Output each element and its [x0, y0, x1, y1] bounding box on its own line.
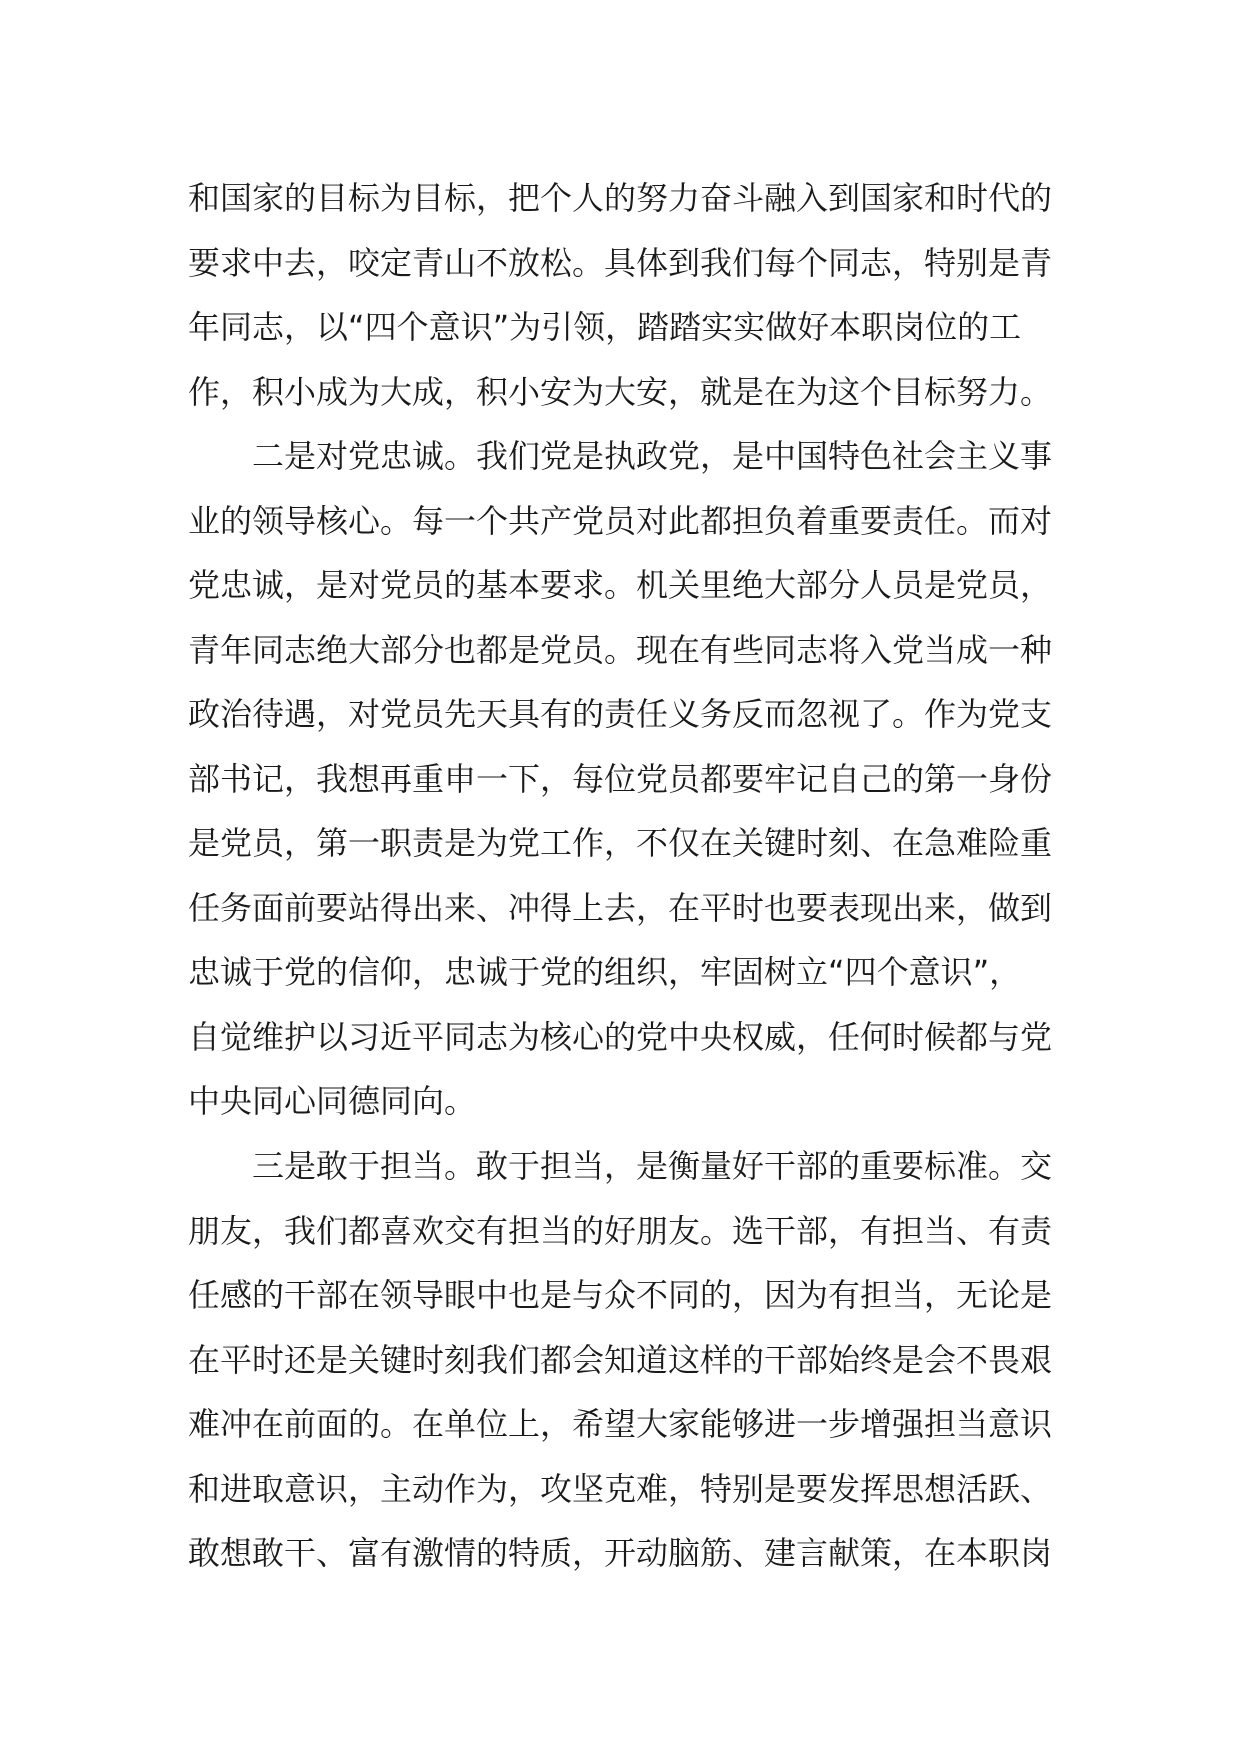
text-line: 政治待遇，对党员先天具有的责任义务反而忽视了。作为党支: [188, 695, 1053, 733]
text-line: 和国家的目标为目标，把个人的努力奋斗融入到国家和时代的: [188, 179, 1053, 217]
text-line: 要求中去，咬定青山不放松。具体到我们每个同志，特别是青: [188, 243, 1053, 282]
text-line: 和进取意识，主动作为，攻坚克难，特别是要发挥思想活跃、: [188, 1469, 1053, 1508]
text-line: 自觉维护以习近平同志为核心的党中央权威，任何时候都与党: [188, 1017, 1053, 1056]
text-line: 忠诚于党的信仰，忠诚于党的组织，牢固树立“四个意识”，: [188, 953, 1022, 991]
paragraph-responsibility: [188, 1134, 1068, 1586]
paragraph-loyalty: [188, 424, 1068, 1134]
text-line: 年同志，以“四个意识”为引领，踏踏实实做好本职岗位的工: [188, 308, 1022, 346]
text-line: 作，积小成为大成，积小安为大安，就是在为这个目标努力。: [188, 372, 1053, 411]
text-line: 难冲在前面的。在单位上，希望大家能够进一步增强担当意识: [188, 1405, 1053, 1443]
text-line: 部书记，我想再重申一下，每位党员都要牢记自己的第一身份: [188, 759, 1053, 798]
text-line: 业的领导核心。每一个共产党员对此都担负着重要责任。而对: [188, 501, 1053, 540]
text-line: 青年同志绝大部分也都是党员。现在有些同志将入党当成一种: [188, 630, 1053, 669]
text-line: 二是对党忠诚。我们党是执政党，是中国特色社会主义事: [188, 437, 1053, 475]
text-line: 党忠诚，是对党员的基本要求。机关里绝大部分人员是党员，: [188, 566, 1053, 604]
text-line: 任务面前要站得出来、冲得上去，在平时也要表现出来，做到: [188, 888, 1053, 927]
text-line: 中央同心同德同向。: [188, 1082, 477, 1120]
text-line: 是党员，第一职责是为党工作，不仅在关键时刻、在急难险重: [188, 824, 1053, 862]
paragraph-continuation: [188, 166, 1068, 424]
text-line: 敢想敢干、富有激情的特质，开动脑筋、建言献策，在本职岗: [188, 1534, 1053, 1572]
text-line: 朋友，我们都喜欢交有担当的好朋友。选干部，有担当、有责: [188, 1211, 1053, 1250]
text-line: 三是敢于担当。敢于担当，是衡量好干部的重要标准。交: [188, 1147, 1053, 1185]
text-line: 在平时还是关键时刻我们都会知道这样的干部始终是会不畏艰: [188, 1340, 1053, 1379]
text-line: 任感的干部在领导眼中也是与众不同的，因为有担当，无论是: [188, 1276, 1053, 1314]
